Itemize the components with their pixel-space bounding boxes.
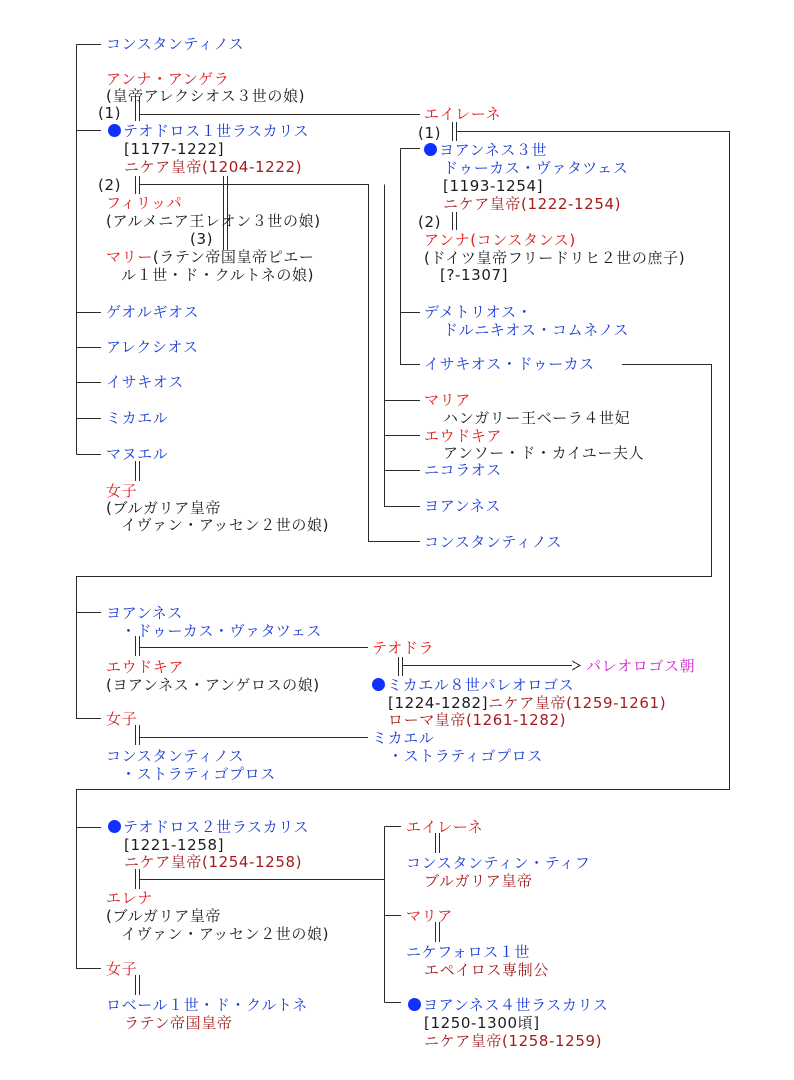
eirene: エイレーネ xyxy=(424,105,502,123)
palaiologos-dynasty: パレオロゴス朝 xyxy=(586,657,696,675)
konstantinos-strategopoulos-line-2: ・ストラティゴプロス xyxy=(121,765,276,783)
konstantinos-child: コンスタンティノス xyxy=(424,533,563,551)
maria-1-note: ハンガリー王ベーラ４世妃 xyxy=(443,409,631,427)
marriage-number: (2) xyxy=(98,176,122,194)
marriage-number: (1) xyxy=(418,124,442,142)
maria-1: マリア xyxy=(424,391,471,409)
marriage-number: (3) xyxy=(190,230,214,248)
marie-note: (ラテン帝国皇帝ピエー xyxy=(152,248,315,266)
ioannes-mid-line-2: ・ドゥーカス・ヴァタツェス xyxy=(121,622,322,640)
theodoros-2-label: テオドロス２世ラスカリス xyxy=(123,818,310,836)
marriage-number: (2) xyxy=(418,213,442,231)
demetrios-line-2: ドルニキオス・コムネノス xyxy=(443,321,630,339)
daughter-1-note: (ブルガリア皇帝 xyxy=(106,499,222,517)
ioannes-3-line-2: ドゥーカス・ヴァタツェス xyxy=(443,159,629,177)
philippa: フィリッパ xyxy=(106,194,183,212)
manuel: マヌエル xyxy=(106,445,169,463)
eudokia-1: エウドキア xyxy=(424,427,503,445)
eirene-2: エイレーネ xyxy=(406,818,484,836)
marie-label: マリー xyxy=(106,248,153,266)
ioannes-3-title: ニケア皇帝(1222-1254) xyxy=(443,195,622,213)
anna-konstanz: アンナ(コンスタンス) xyxy=(424,231,576,249)
ioannes-3 xyxy=(424,141,547,159)
eudokia-2: エウドキア xyxy=(106,658,185,676)
blue-circle-icon xyxy=(108,820,121,833)
anna-konstanz-years: [?-1307] xyxy=(440,266,509,284)
nikephoros-1-title: エペイロス専制公 xyxy=(424,961,549,979)
michael-8-title: ニケア皇帝(1259-1261) xyxy=(488,694,667,712)
michael-8 xyxy=(372,676,574,694)
blue-circle-icon xyxy=(408,998,421,1011)
alexios: アレクシオス xyxy=(106,338,199,356)
daughter-3: 女子 xyxy=(106,960,138,978)
marie-note-2: ル１世・ド・クルトネの娘) xyxy=(121,266,315,284)
isaakios: イサキオス xyxy=(106,373,184,391)
konstantin-tikh: コンスタンティン・ティフ xyxy=(406,854,591,872)
nikephoros-1: ニケフォロス１世 xyxy=(406,943,531,961)
robert-1: ロベール１世・ド・クルトネ xyxy=(106,996,308,1014)
theodora: テオドラ xyxy=(372,639,435,657)
ioannes-4-label: ヨアンネス４世ラスカリス xyxy=(423,996,609,1014)
isaakios-doukas: イサキオス・ドゥーカス xyxy=(424,355,595,373)
konstantin-tikh-title: ブルガリア皇帝 xyxy=(424,872,533,890)
blue-circle-icon xyxy=(372,678,385,691)
anna-angela: アンナ・アンゲラ xyxy=(106,70,230,88)
ioannes-3-years: [1193-1254] xyxy=(443,177,544,195)
konstantinos-top: コンスタンティノス xyxy=(106,35,245,53)
ioannes-mid: ヨアンネス xyxy=(106,604,183,622)
michael-8-years xyxy=(388,694,666,712)
michael: ミカエル xyxy=(106,409,169,427)
georgios: ゲオルギオス xyxy=(106,303,200,321)
marriage-number: (1) xyxy=(98,104,122,122)
robert-1-title: ラテン帝国皇帝 xyxy=(124,1014,233,1032)
eudokia-2-note: (ヨアンネス・アンゲロスの娘) xyxy=(106,676,320,694)
elena-note-2: イヴァン・アッセン２世の娘) xyxy=(121,925,330,943)
konstantinos-strategopoulos: コンスタンティノス xyxy=(106,747,245,765)
eudokia-1-note: アンソー・ド・カイユー夫人 xyxy=(443,444,645,462)
theodoros-2 xyxy=(108,818,309,836)
theodoros-1-label: テオドロス１世ラスカリス xyxy=(123,122,310,140)
theodoros-1 xyxy=(108,122,309,140)
theodoros-2-title: ニケア皇帝(1254-1258) xyxy=(124,853,303,871)
nikolaos: ニコラオス xyxy=(424,461,502,479)
anna-angela-note: (皇帝アレクシオス３世の娘) xyxy=(106,87,306,105)
ioannes-3-label: ヨアンネス３世 xyxy=(439,141,548,159)
michael-8-title-2: ローマ皇帝(1261-1282) xyxy=(388,711,567,729)
anna-konstanz-note: (ドイツ皇帝フリードリヒ２世の庶子) xyxy=(424,249,686,267)
blue-circle-icon xyxy=(108,124,121,137)
demetrios: デメトリオス・ xyxy=(424,303,533,321)
ioannes-4-years: [1250-1300頃] xyxy=(424,1014,540,1032)
elena: エレナ xyxy=(106,889,153,907)
daughter-2: 女子 xyxy=(106,710,138,728)
ioannes-4-title: ニケア皇帝(1258-1259) xyxy=(424,1032,603,1050)
michael-8-label: ミカエル８世パレオロゴス xyxy=(387,676,575,694)
blue-circle-icon xyxy=(424,143,437,156)
michael-strategopoulos: ミカエル xyxy=(372,729,435,747)
ioannes-4 xyxy=(408,996,608,1014)
daughter-1-note-2: イヴァン・アッセン２世の娘) xyxy=(121,516,330,534)
philippa-note: (アルメニア王レオン３世の娘) xyxy=(106,212,321,230)
maria-2: マリア xyxy=(406,907,453,925)
michael-strategopoulos-line-2: ・ストラティゴプロス xyxy=(388,747,543,765)
theodoros-2-years: [1221-1258] xyxy=(124,836,225,854)
michael-8-years-label: [1224-1282] xyxy=(388,694,489,712)
elena-note: (ブルガリア皇帝 xyxy=(106,907,222,925)
theodoros-1-years: [1177-1222] xyxy=(124,140,225,158)
ioannes-child: ヨアンネス xyxy=(424,497,501,515)
theodoros-1-title: ニケア皇帝(1204-1222) xyxy=(124,158,303,176)
marie xyxy=(106,248,315,266)
daughter-1: 女子 xyxy=(106,482,138,500)
